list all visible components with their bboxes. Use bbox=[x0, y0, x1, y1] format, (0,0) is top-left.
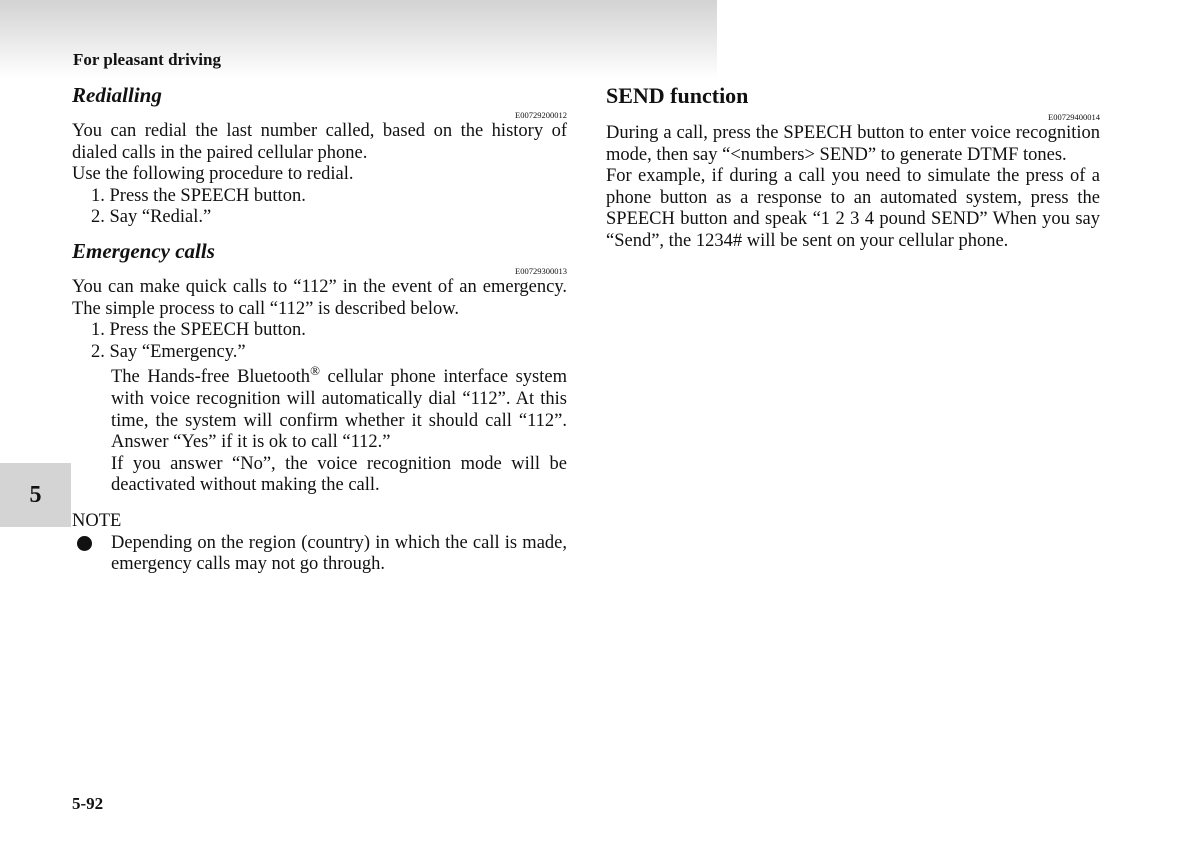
bullet-icon bbox=[77, 536, 92, 551]
emergency-detail-post: cellular phone interface system with voice recognition will automatically dial “112”. At this time, the system will confirm whether it should call “112”. Answer “Yes” if it is ok to call “112.” bbox=[111, 367, 567, 453]
redialling-code: E00729200012 bbox=[515, 110, 567, 120]
note-label: NOTE bbox=[72, 510, 122, 531]
redialling-paragraph: You can redial the last number called, based on the history of dialed calls in the paired cellular phone. bbox=[72, 121, 567, 163]
send-heading: SEND function bbox=[606, 83, 749, 108]
left-column bbox=[72, 80, 567, 576]
send-paragraph-1: During a call, press the SPEECH button to enter voice recognition mode, then say “<numbers> SEND” to generate DTMF tones. bbox=[606, 123, 1100, 165]
emergency-detail-2: If you answer “No”, the voice recognition mode will be deactivated without making the call. bbox=[111, 453, 567, 496]
emergency-detail bbox=[72, 363, 567, 453]
send-code: E00729400014 bbox=[1048, 112, 1100, 122]
emergency-step-2: 2. Say “Emergency.” bbox=[91, 341, 246, 362]
chapter-number: 5 bbox=[29, 481, 42, 508]
emergency-paragraph: You can make quick calls to “112” in the event of an emergency. The simple process to call “112” is described below. bbox=[72, 276, 567, 319]
section-header-title: For pleasant driving bbox=[73, 50, 221, 69]
redialling-instruction: Use the following procedure to redial. bbox=[72, 164, 354, 185]
note-text: Depending on the region (country) in which the call is made, emergency calls may not go through. bbox=[111, 532, 567, 575]
redialling-step-2: 2. Say “Redial.” bbox=[91, 207, 212, 228]
page-number: 5-92 bbox=[72, 794, 104, 813]
right-column bbox=[606, 80, 1100, 253]
note-item bbox=[72, 533, 567, 576]
redialling-step-1: 1. Press the SPEECH button. bbox=[91, 185, 306, 206]
send-paragraph-2: For example, if during a call you need to simulate the press of a phone button as a response to an automated system, press the SPEECH button and speak “1 2 3 4 pound SEND” When you say “Send”, the 1234# will be sent on your cellular phone. bbox=[606, 166, 1100, 251]
redialling-heading: Redialling bbox=[72, 83, 162, 107]
emergency-heading: Emergency calls bbox=[72, 238, 215, 263]
emergency-step-1: 1. Press the SPEECH button. bbox=[91, 320, 306, 341]
registered-mark: ® bbox=[310, 363, 320, 379]
chapter-tab bbox=[0, 463, 71, 527]
emergency-code: E00729300013 bbox=[515, 265, 567, 276]
emergency-detail-pre: The Hands-free Bluetooth bbox=[111, 367, 311, 388]
